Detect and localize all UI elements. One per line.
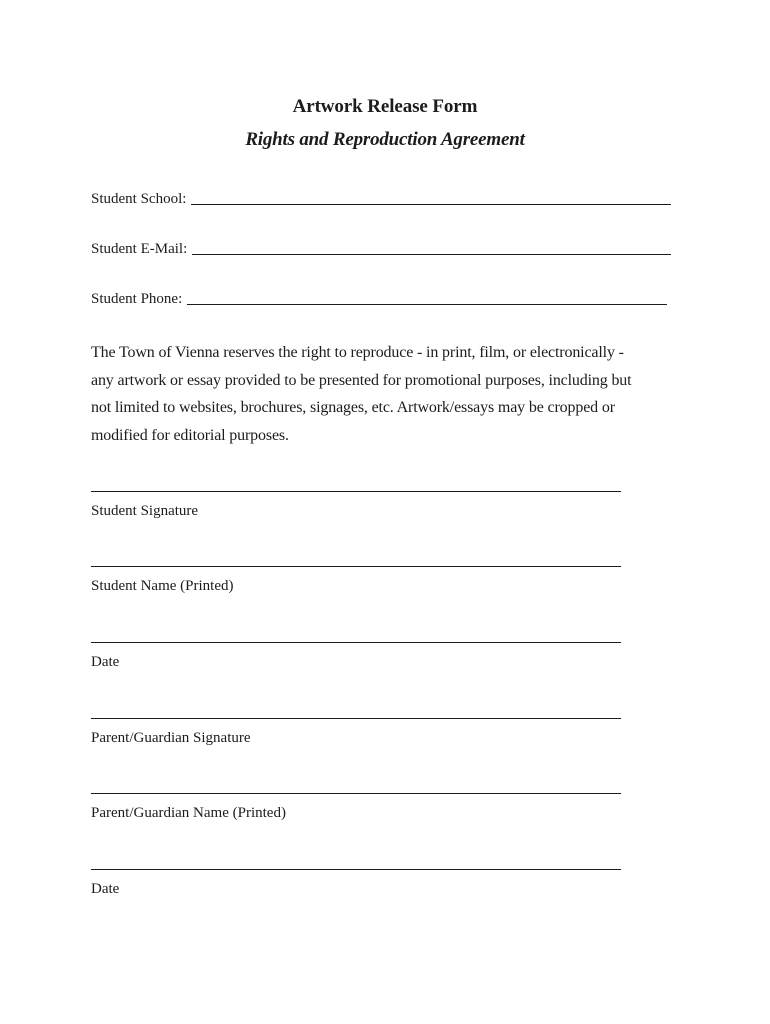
guardian-name-line[interactable] xyxy=(91,793,621,794)
student-phone-label: Student Phone: xyxy=(91,291,183,307)
guardian-name-label: Parent/Guardian Name (Printed) xyxy=(91,805,286,821)
student-date-line[interactable] xyxy=(91,642,621,643)
student-signature-label: Student Signature xyxy=(91,503,199,519)
guardian-signature-line[interactable] xyxy=(91,718,621,719)
student-name-label: Student Name (Printed) xyxy=(91,578,234,594)
guardian-signature-label: Parent/Guardian Signature xyxy=(91,730,251,746)
form-title: Artwork Release Form xyxy=(292,96,478,117)
guardian-date-label: Date xyxy=(91,881,120,897)
rights-statement-line: modified for editorial purposes. xyxy=(91,426,289,444)
form-subtitle: Rights and Reproduction Agreement xyxy=(245,129,525,150)
rights-statement xyxy=(91,339,681,449)
student-email-label: Student E-Mail: xyxy=(91,241,188,257)
student-signature-line[interactable] xyxy=(91,491,621,492)
student-email-field xyxy=(91,238,671,259)
student-name-block xyxy=(91,566,623,596)
guardian-date-line[interactable] xyxy=(91,869,621,870)
student-phone-blank[interactable] xyxy=(187,290,667,305)
student-school-label: Student School: xyxy=(91,191,187,207)
rights-statement-line: The Town of Vienna reserves the right to reproduce - in print, film, or electronically - xyxy=(91,344,624,361)
rights-statement-line: any artwork or essay provided to be presented for promotional purposes, including but xyxy=(91,371,632,389)
guardian-date-block xyxy=(91,869,623,899)
student-phone-field xyxy=(91,288,667,309)
student-signature-block xyxy=(91,491,623,521)
student-school-blank[interactable] xyxy=(191,190,671,205)
student-date-block xyxy=(91,642,623,672)
guardian-name-block xyxy=(91,793,623,823)
student-email-blank[interactable] xyxy=(192,240,671,255)
guardian-signature-block xyxy=(91,718,623,748)
student-school-field xyxy=(91,188,671,209)
student-date-label: Date xyxy=(91,654,120,670)
rights-statement-line: not limited to websites, brochures, signages, etc. Artwork/essays may be cropped or xyxy=(91,399,615,416)
student-name-line[interactable] xyxy=(91,566,621,567)
